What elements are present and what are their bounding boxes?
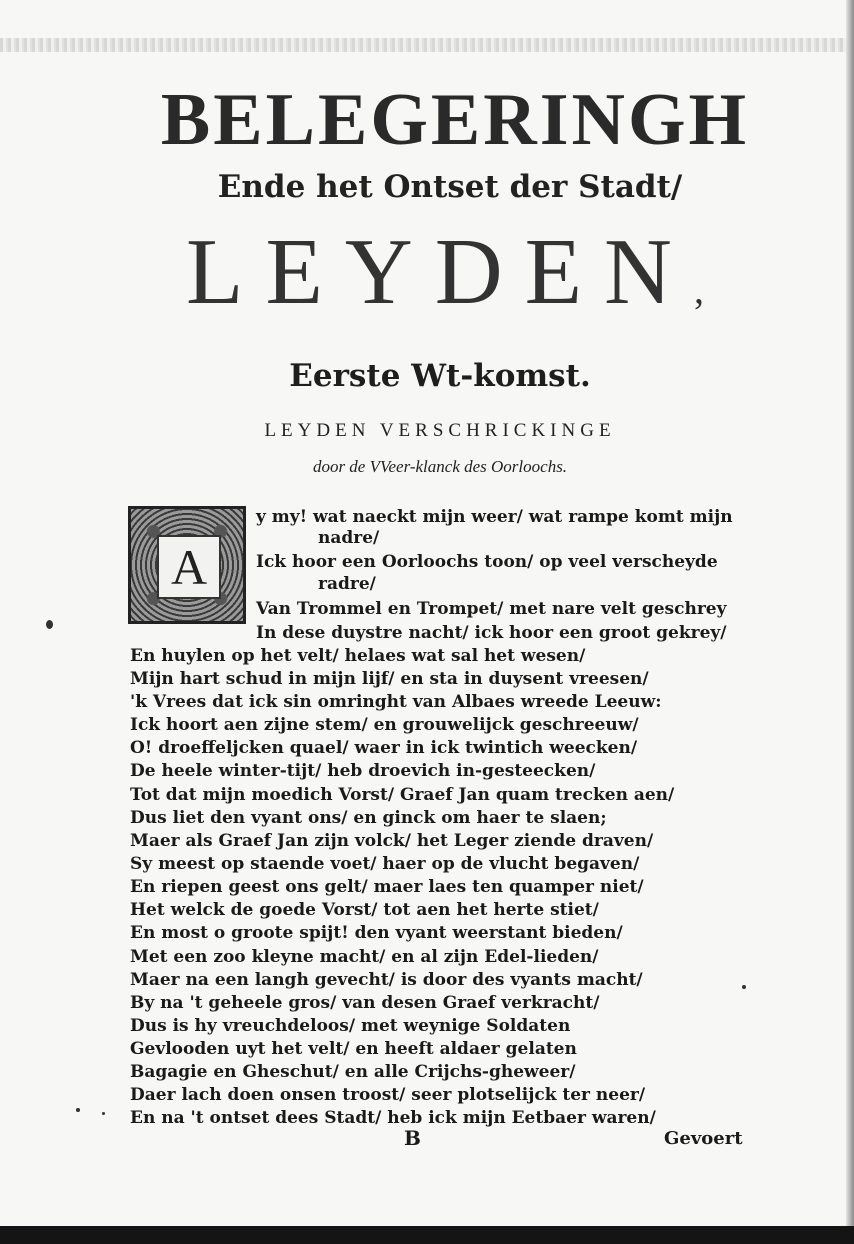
verse-line: 'k Vrees dat ick sin omringht van Albaes wreede Leeuw: xyxy=(130,692,662,712)
city-mark: , xyxy=(693,267,704,312)
verse-line: De heele winter-tijt/ heb droevich in-gesteecken/ xyxy=(130,761,596,781)
verse-line: Van Trommel en Trompet/ met nare velt geschrey xyxy=(256,599,727,619)
initial-letter: A xyxy=(157,535,221,599)
verse-line: y my! wat naeckt mijn weer/ wat rampe komt mijn xyxy=(256,507,733,527)
verse-line: Tot dat mijn moedich Vorst/ Graef Jan quam trecken aen/ xyxy=(130,785,675,805)
verse-line: Daer lach doen onsen troost/ seer plotselijck ter neer/ xyxy=(130,1085,646,1105)
city-title xyxy=(140,222,750,340)
verse-line: Maer na een langh gevecht/ is door des vyants macht/ xyxy=(130,970,643,990)
ink-speck xyxy=(46,620,53,629)
verse-line: Gevlooden uyt het velt/ en heeft aldaer gelaten xyxy=(130,1039,577,1059)
verse-line: En most o groote spijt! den vyant weerstant bieden/ xyxy=(130,923,623,943)
decorated-initial xyxy=(128,506,246,624)
verse-line: Mijn hart schud in mijn lijf/ en sta in duysent vreesen/ xyxy=(130,669,649,689)
verse-line: By na 't geheele gros/ van desen Graef verkracht/ xyxy=(130,993,600,1013)
verse-line: radre/ xyxy=(318,574,376,594)
page-subtitle: Ende het Ontset der Stadt/ xyxy=(217,169,683,205)
verse-line: En riepen geest ons gelt/ maer laes ten quamper niet/ xyxy=(130,877,644,897)
verse-line: Ick hoor een Oorloochs toon/ op veel verscheyde xyxy=(256,552,718,572)
ink-speck xyxy=(742,985,746,989)
verse-line: Maer als Graef Jan zijn volck/ het Leger ziende draven/ xyxy=(130,831,654,851)
scan-bottom-edge xyxy=(0,1226,854,1244)
ink-speck xyxy=(102,1112,105,1115)
verse-line: Het welck de goede Vorst/ tot aen het herte stiet/ xyxy=(130,900,599,920)
verse-line: Dus is hy vreuchdeloos/ met weynige Soldaten xyxy=(130,1016,571,1036)
verse-line: Met een zoo kleyne macht/ en al zijn Edel-lieden/ xyxy=(130,947,599,967)
verse-line: Sy meest op staende voet/ haer op de vlucht begaven/ xyxy=(130,854,640,874)
verse-line: En na 't ontset dees Stadt/ heb ick mijn Eetbaer waren/ xyxy=(130,1108,656,1128)
verse-line: Bagagie en Gheschut/ en alle Crijchs-gheweer/ xyxy=(130,1062,576,1082)
verse-line: nadre/ xyxy=(318,528,380,548)
verse-line: In dese duystre nacht/ ick hoor een groot gekrey/ xyxy=(256,623,727,643)
scan-right-edge xyxy=(846,0,854,1244)
signature-mark: B xyxy=(404,1126,421,1150)
verse-line: En huylen op het velt/ helaes wat sal het wesen/ xyxy=(130,646,586,666)
ink-speck xyxy=(76,1108,80,1112)
scan-top-edge xyxy=(0,38,854,52)
verse-line: O! droeffeljcken quael/ waer in ick twintich weecken/ xyxy=(130,738,638,758)
catchword: Gevoert xyxy=(664,1128,743,1149)
verse-line: Ick hoort aen zijne stem/ en grouwelijck geschreeuw/ xyxy=(130,715,639,735)
section-byline: door de VVeer-klanck des Oorloochs. xyxy=(312,457,568,476)
verse-line: Dus liet den vyant ons/ en ginck om haer te slaen; xyxy=(130,808,607,828)
section-subtitle: LEYDEN VERSCHRICKINGE xyxy=(264,420,616,441)
page-title: BELEGERINGH xyxy=(160,79,750,161)
city-name: LEYDEN xyxy=(186,220,694,324)
section-title: Eerste Wt-komst. xyxy=(289,358,591,394)
